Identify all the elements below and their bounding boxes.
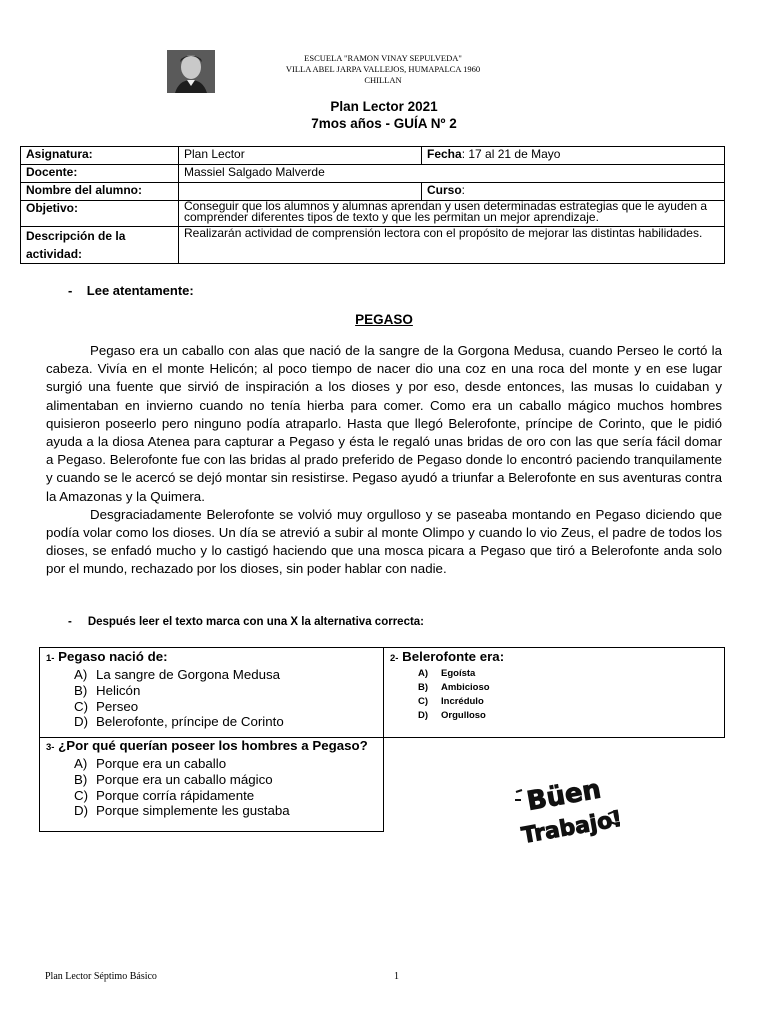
option-key: C)	[74, 787, 89, 803]
docente-value: Massiel Salgado Malverde	[179, 165, 725, 183]
question-3-heading	[46, 738, 377, 756]
school-header	[230, 53, 536, 86]
asignatura-value: Plan Lector	[179, 147, 422, 165]
question-1-option-a[interactable]	[74, 667, 377, 683]
info-table	[20, 146, 725, 264]
asignatura-label: Asignatura:	[21, 147, 179, 165]
option-text: Egoísta	[441, 668, 476, 679]
reading-paragraph-1: Pegaso era un caballo con alas que nació de la sangre de la Gorgona Medusa, cuando Perseo le cortó la cabeza. Vivía en el monte Helicón; al poco tiempo de nacer dio una coz en una roca del monte y en ese lugar surgió una fuente que sirvió de inspiración a los dioses y por eso, desde entonces, las musas lo cuidaban y alimentaban en invierno cuando no tenía hierba para comer. Como era un caballo mágico muchos hombres quisieron poseerlo pero ninguno podía atraparlo. Hasta que llegó Belerofonte, príncipe de Corinto, que le pidió ayuda a la diosa Atenea para capturar a Pegaso y ésta le regaló unas bridas de oro con las que sería fácil domar a Pegaso. Belerofonte fue con las bridas al prado preferido de Pegaso donde lo encontró paciendo tranquilamente y cuando se le acercó se dejó montar sin resistirse. Pegaso ayudó a triunfar a Belerofonte en sus aventuras contra la Amazonas y la Quimera.	[46, 343, 722, 504]
option-text: Belerofonte, príncipe de Corinto	[96, 714, 284, 730]
question-3-number: 3-	[46, 742, 55, 753]
question-1-option-b[interactable]	[74, 683, 377, 699]
option-text: Incrédulo	[441, 696, 484, 707]
question-2-heading	[390, 649, 718, 667]
question-3-text: ¿Por qué querían poseer los hombres a Pegaso?	[58, 738, 368, 753]
sticker-text-2: Trabajo!	[519, 806, 620, 849]
instruction-read-text: Lee atentamente:	[86, 283, 194, 298]
curso-label: Curso	[427, 183, 462, 197]
instruction-mark: - Después leer el texto marca con una X la alternativa correcta:	[68, 616, 425, 628]
school-name: ESCUELA "RAMON VINAY SEPULVEDA"	[304, 53, 462, 63]
option-text: Orgulloso	[441, 710, 486, 721]
option-key: D)	[74, 803, 89, 819]
alumno-label: Nombre del alumno:	[21, 183, 179, 201]
alumno-field[interactable]	[179, 183, 422, 201]
footer-text: Plan Lector Séptimo Básico	[45, 971, 157, 982]
descripcion-value: Realizarán actividad de comprensión lectora con el propósito de mejorar las distintas habilidades.	[179, 227, 725, 264]
portrait-photo	[167, 50, 215, 93]
objetivo-value: Conseguir que los alumnos y alumnas aprendan y usen determinadas estrategias que le ayuden a comprender diferentes tipos de texto y que les permitan un mejor aprendizaje.	[179, 201, 725, 227]
instruction-mark-text: Después leer el texto marca con una X la alternativa correcta:	[87, 616, 425, 628]
question-3-option-b[interactable]	[74, 772, 377, 788]
question-2	[383, 647, 725, 738]
option-text: Porque era un caballo mágico	[96, 771, 273, 787]
option-key: B)	[74, 771, 88, 787]
curso-cell[interactable]	[422, 183, 725, 201]
question-3-option-a[interactable]	[74, 756, 377, 772]
option-key: D)	[74, 714, 89, 730]
question-3	[39, 737, 384, 832]
objetivo-label: Objetivo:	[21, 201, 179, 227]
document-subtitle: 7mos años - GUÍA Nº 2	[311, 116, 457, 131]
reading-paragraph-2: Desgraciadamente Belerofonte se volvió muy orgulloso y se paseaba montando en Pegaso diciendo que podía volar como los dioses. Un día se atrevió a subir al monte Olimpo y cuando lo vio Zeus, el padre de todos los dioses, se enfadó mucho y lo castigó haciendo que una mosca picara a Pegaso que tiró a Belerofonte anda solo por el mundo, rechazado por los dioses, sin poder hablar con nadie.	[46, 506, 722, 577]
instruction-read: - Lee atentamente:	[68, 283, 194, 298]
question-2-option-a[interactable]	[418, 667, 718, 681]
curso-colon: :	[461, 183, 466, 197]
page-number: 1	[394, 971, 399, 982]
reading-text	[46, 342, 722, 579]
option-text: Porque corría rápidamente	[96, 787, 255, 803]
question-2-option-b[interactable]	[418, 681, 718, 695]
question-2-text: Belerofonte era:	[402, 649, 505, 664]
school-address: VILLA ABEL JARPA VALLEJOS, HUMAPALCA 1960	[285, 64, 481, 74]
option-key: A)	[74, 756, 88, 771]
document-title: Plan Lector 2021	[330, 99, 438, 114]
option-key: A)	[74, 667, 88, 682]
option-text: Helicón	[96, 682, 141, 698]
option-key: C)	[74, 698, 89, 714]
option-text: Porque simplemente les gustaba	[96, 803, 290, 819]
fecha-label: Fecha	[427, 147, 462, 161]
question-3-option-c[interactable]	[74, 788, 377, 804]
question-1-heading	[46, 649, 377, 667]
sticker-text-1: Büen	[524, 774, 604, 817]
reading-title: PEGASO	[355, 312, 413, 327]
question-1-number: 1-	[46, 653, 55, 664]
option-text: Perseo	[96, 698, 139, 714]
docente-label: Docente:	[21, 165, 179, 183]
question-2-number: 2-	[390, 653, 399, 664]
question-1-option-c[interactable]	[74, 699, 377, 715]
option-key: B)	[418, 682, 429, 693]
descripcion-label: Descripción de la actividad:	[21, 227, 179, 264]
school-city: CHILLAN	[364, 75, 402, 85]
question-1-text: Pegaso nació de:	[58, 649, 168, 664]
question-1-option-d[interactable]	[74, 714, 377, 730]
question-2-option-c[interactable]	[418, 695, 718, 709]
option-key: A)	[418, 668, 429, 679]
option-key: C)	[418, 696, 429, 707]
question-2-option-d[interactable]	[418, 709, 718, 723]
option-key: D)	[418, 710, 429, 721]
question-3-option-d[interactable]	[74, 803, 377, 819]
option-key: B)	[74, 682, 88, 698]
option-text: Porque era un caballo	[96, 756, 227, 771]
fecha-cell	[422, 147, 725, 165]
option-text: Ambicioso	[441, 682, 490, 693]
option-text: La sangre de Gorgona Medusa	[96, 667, 281, 682]
fecha-value: : 17 al 21 de Mayo	[461, 147, 561, 161]
question-1	[39, 647, 384, 738]
buen-trabajo-sticker	[512, 762, 620, 854]
